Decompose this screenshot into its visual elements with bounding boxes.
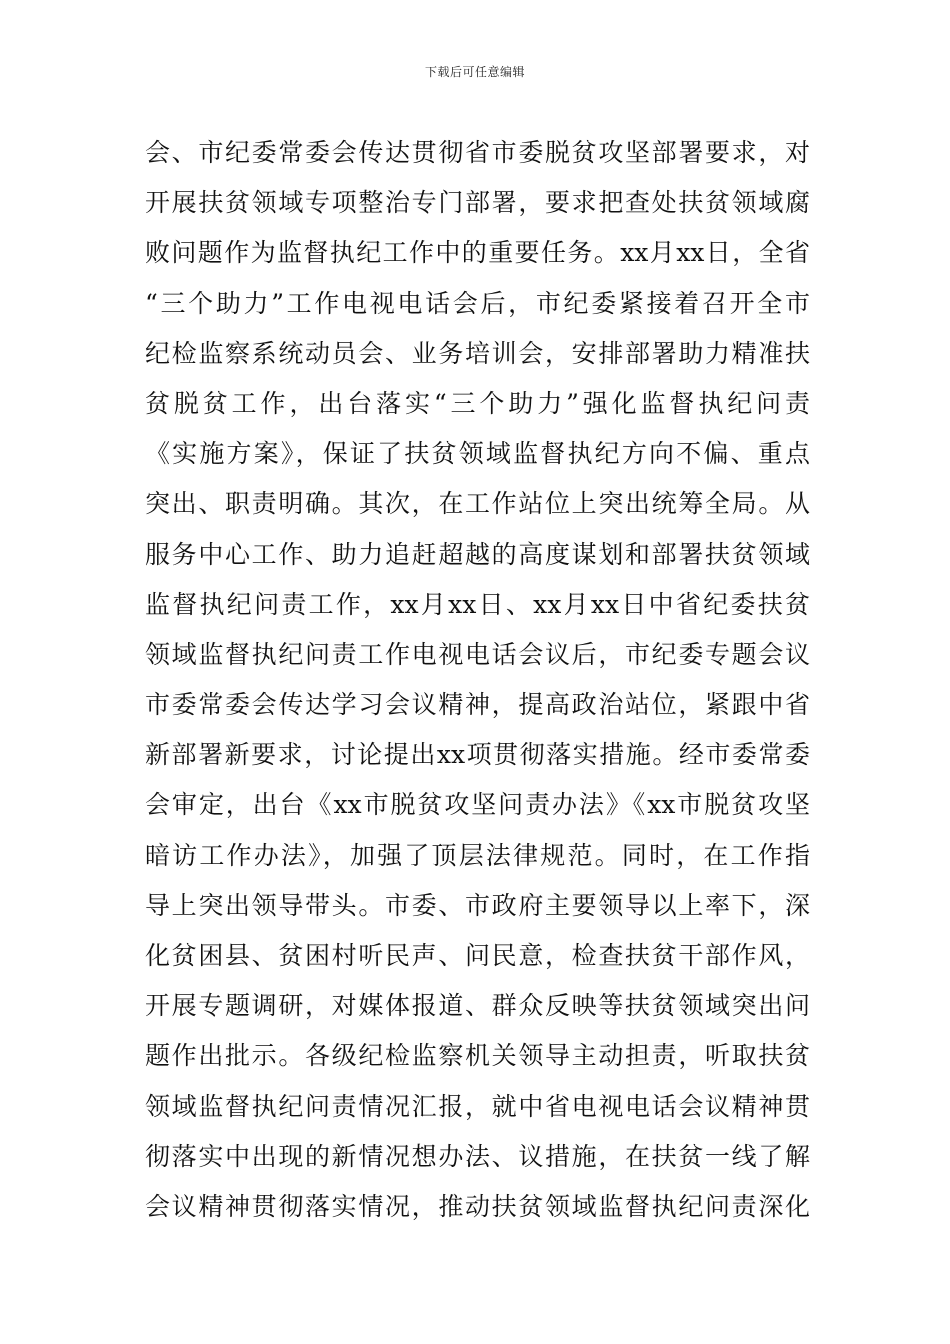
text-line: 化贫困县、贫困村听民声、问民意，检查扶贫干部作风， [145, 941, 810, 970]
text-line: 监督执纪问责工作，xx月xx日、xx月xx日中省纪委扶贫 [145, 589, 810, 619]
text-line: 领域监督执纪问责情况汇报，就中省电视电话会议精神贯 [145, 1091, 810, 1121]
text-line: 领域监督执纪问责工作电视电话会议后，市纪委专题会议 [145, 639, 810, 669]
text-line: 开展扶贫领域专项整治专门部署，要求把查处扶贫领域腐 [145, 188, 810, 218]
text-line: 败问题作为监督执纪工作中的重要任务。xx月xx日，全省 [145, 238, 810, 268]
text-line: 会审定，出台《xx市脱贫攻坚问责办法》《xx市脱贫攻坚 [145, 790, 810, 820]
text-line: 新部署新要求，讨论提出xx项贯彻落实措施。经市委常委 [145, 740, 810, 770]
text-line: 导上突出领导带头。市委、市政府主要领导以上率下，深 [145, 890, 810, 920]
text-line: 彻落实中出现的新情况想办法、议措施，在扶贫一线了解 [145, 1141, 810, 1171]
text-line: 开展专题调研，对媒体报道、群众反映等扶贫领域突出问 [145, 991, 810, 1021]
text-line: 市委常委会传达学习会议精神，提高政治站位，紧跟中省 [145, 690, 810, 720]
text-line: 会、市纪委常委会传达贯彻省市委脱贫攻坚部署要求，对 [145, 138, 810, 167]
text-line: 会议精神贯彻落实情况，推动扶贫领域监督执纪问责深化 [145, 1191, 810, 1221]
body-paragraph [145, 128, 810, 1232]
text-line: 服务中心工作、助力追赶超越的高度谋划和部署扶贫领域 [145, 539, 810, 569]
text-line: 贫脱贫工作，出台落实“三个助力”强化监督执纪问责 [145, 388, 810, 418]
text-line: 题作出批示。各级纪检监察机关领导主动担责，听取扶贫 [145, 1041, 810, 1071]
page-header: 下载后可任意编辑 [424, 65, 525, 79]
text-line: “三个助力”工作电视电话会后，市纪委紧接着召开全市 [145, 288, 810, 318]
text-line: 暗访工作办法》，加强了顶层法律规范。同时，在工作指 [145, 840, 810, 870]
text-line: 突出、职责明确。其次，在工作站位上突出统筹全局。从 [145, 489, 810, 519]
text-line: 《实施方案》，保证了扶贫领域监督执纪方向不偏、重点 [145, 439, 810, 469]
text-line: 纪检监察系统动员会、业务培训会，安排部署助力精准扶 [145, 338, 810, 368]
